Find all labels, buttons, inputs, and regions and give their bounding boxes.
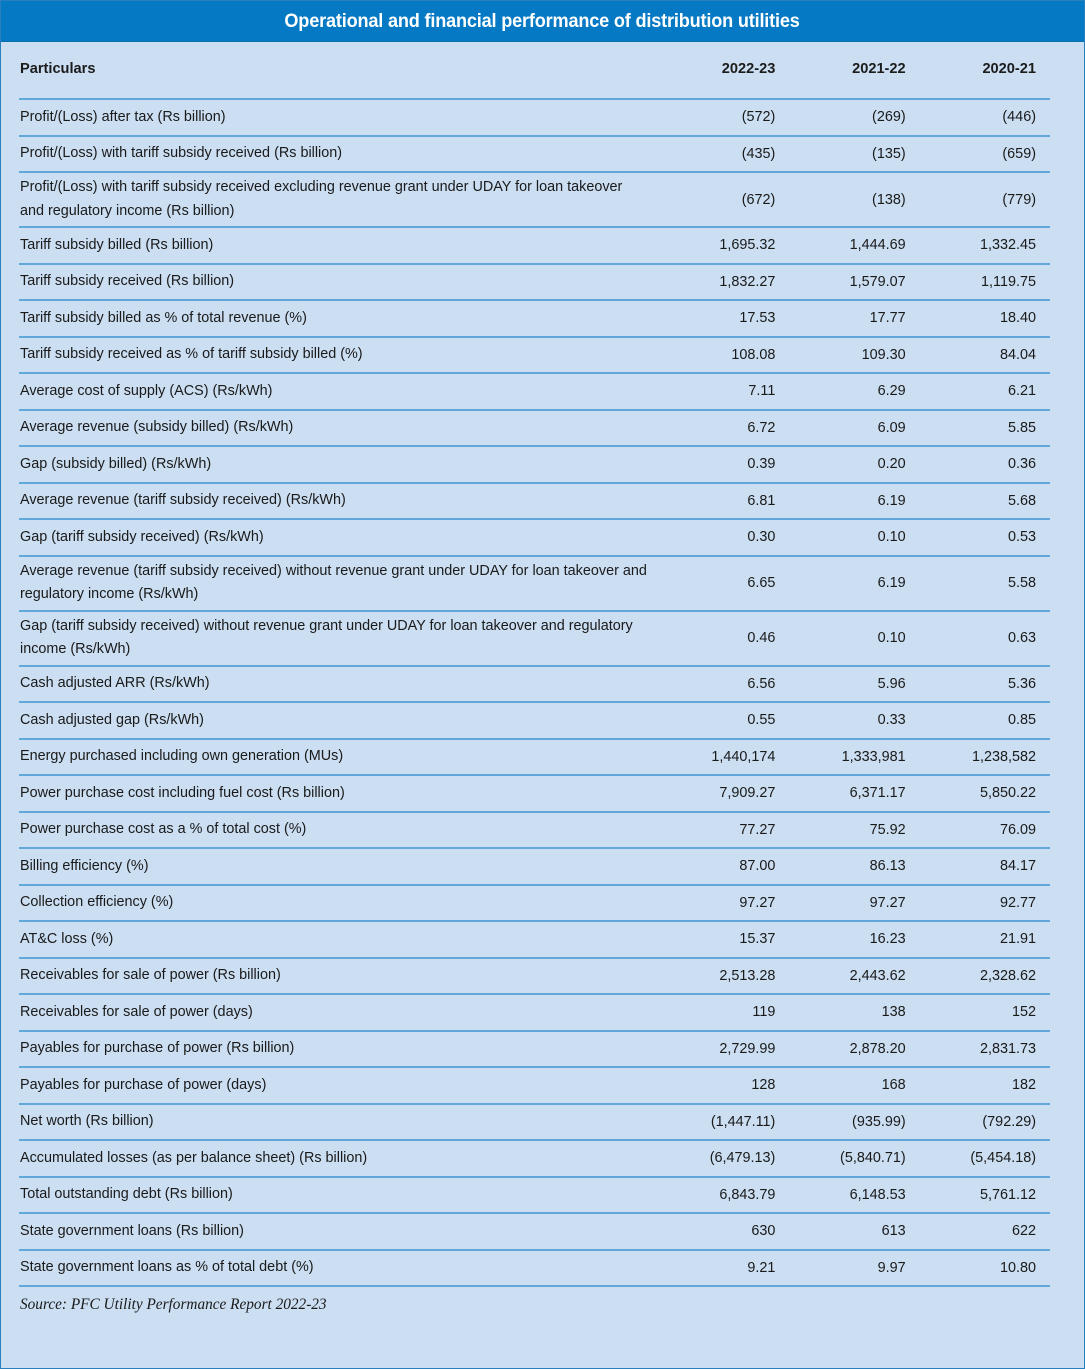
- row-value-2022-23: 87.00: [659, 848, 789, 885]
- row-value-2021-22: 0.20: [789, 446, 919, 483]
- row-label: Tariff subsidy received as % of tariff subsidy billed (%): [19, 337, 659, 374]
- row-label: Profit/(Loss) after tax (Rs billion): [19, 99, 659, 136]
- row-label: Tariff subsidy received (Rs billion): [19, 264, 659, 301]
- row-value-2022-23: 6.65: [659, 556, 789, 611]
- row-label: Net worth (Rs billion): [19, 1104, 659, 1141]
- row-value-2022-23: 17.53: [659, 300, 789, 337]
- row-value-2021-22: 16.23: [789, 921, 919, 958]
- row-value-2021-22: 613: [789, 1213, 919, 1250]
- row-value-2021-22: 1,444.69: [789, 227, 919, 264]
- row-label: Payables for purchase of power (Rs billion): [19, 1031, 659, 1068]
- row-value-2020-21: 0.85: [920, 702, 1050, 739]
- row-value-2020-21: 5,850.22: [920, 775, 1050, 812]
- row-value-2020-21: 92.77: [920, 885, 1050, 922]
- row-value-2021-22: 138: [789, 994, 919, 1031]
- row-value-2020-21: 0.36: [920, 446, 1050, 483]
- row-value-2020-21: (446): [920, 99, 1050, 136]
- row-label: State government loans as % of total debt (%): [19, 1250, 659, 1287]
- row-value-2022-23: 0.30: [659, 519, 789, 556]
- row-value-2022-23: 6,843.79: [659, 1177, 789, 1214]
- table-row: [19, 775, 1050, 812]
- row-label: Gap (tariff subsidy received) (Rs/kWh): [19, 519, 659, 556]
- row-value-2021-22: (5,840.71): [789, 1140, 919, 1177]
- source-note: Source: PFC Utility Performance Report 2022-23: [20, 1296, 327, 1313]
- table-row: [19, 172, 1050, 227]
- row-label: Profit/(Loss) with tariff subsidy received excluding revenue grant under UDAY for loan takeover and regulatory income (Rs billion): [19, 172, 659, 227]
- row-value-2021-22: 0.10: [789, 519, 919, 556]
- row-value-2021-22: 0.10: [789, 611, 919, 666]
- row-value-2022-23: 2,729.99: [659, 1031, 789, 1068]
- column-header-2021-22: 2021-22: [789, 42, 919, 99]
- row-label: Average cost of supply (ACS) (Rs/kWh): [19, 373, 659, 410]
- row-value-2022-23: (572): [659, 99, 789, 136]
- row-value-2020-21: 0.53: [920, 519, 1050, 556]
- table-row: [19, 99, 1050, 136]
- row-label: Collection efficiency (%): [19, 885, 659, 922]
- table-row: [19, 812, 1050, 849]
- table-row: [19, 702, 1050, 739]
- row-value-2021-22: 6.09: [789, 410, 919, 447]
- row-label: Average revenue (tariff subsidy received) (Rs/kWh): [19, 483, 659, 520]
- row-label: Receivables for sale of power (Rs billion): [19, 958, 659, 995]
- table-row: [19, 611, 1050, 666]
- row-value-2021-22: (935.99): [789, 1104, 919, 1141]
- row-value-2021-22: 97.27: [789, 885, 919, 922]
- row-label: Power purchase cost including fuel cost (Rs billion): [19, 775, 659, 812]
- row-value-2022-23: 6.81: [659, 483, 789, 520]
- table-row: [19, 373, 1050, 410]
- table-row: [19, 739, 1050, 776]
- row-value-2021-22: (269): [789, 99, 919, 136]
- row-value-2022-23: 9.21: [659, 1250, 789, 1287]
- row-value-2022-23: 1,695.32: [659, 227, 789, 264]
- row-value-2020-21: 5.85: [920, 410, 1050, 447]
- row-value-2020-21: 152: [920, 994, 1050, 1031]
- row-label: Average revenue (subsidy billed) (Rs/kWh): [19, 410, 659, 447]
- table-row: [19, 1031, 1050, 1068]
- row-value-2020-21: (779): [920, 172, 1050, 227]
- row-label: State government loans (Rs billion): [19, 1213, 659, 1250]
- table-row: [19, 136, 1050, 173]
- row-value-2020-21: 622: [920, 1213, 1050, 1250]
- row-value-2022-23: (1,447.11): [659, 1104, 789, 1141]
- row-label: Gap (tariff subsidy received) without revenue grant under UDAY for loan takeover and regulatory income (Rs/kWh): [19, 611, 659, 666]
- row-label: Total outstanding debt (Rs billion): [19, 1177, 659, 1214]
- table-header-row: [19, 42, 1050, 99]
- table-row: [19, 264, 1050, 301]
- column-header-2022-23: 2022-23: [659, 42, 789, 99]
- row-value-2021-22: (138): [789, 172, 919, 227]
- row-value-2021-22: 6.29: [789, 373, 919, 410]
- row-value-2022-23: (6,479.13): [659, 1140, 789, 1177]
- table-body: [19, 99, 1050, 1286]
- row-label: Cash adjusted ARR (Rs/kWh): [19, 666, 659, 703]
- table-row: [19, 483, 1050, 520]
- row-label: Energy purchased including own generation (MUs): [19, 739, 659, 776]
- row-value-2022-23: 128: [659, 1067, 789, 1104]
- row-value-2021-22: 109.30: [789, 337, 919, 374]
- row-label: Tariff subsidy billed as % of total revenue (%): [19, 300, 659, 337]
- table-row: [19, 227, 1050, 264]
- row-value-2022-23: 1,440,174: [659, 739, 789, 776]
- row-value-2021-22: 1,579.07: [789, 264, 919, 301]
- row-value-2020-21: 6.21: [920, 373, 1050, 410]
- row-value-2021-22: 168: [789, 1067, 919, 1104]
- row-value-2020-21: 10.80: [920, 1250, 1050, 1287]
- table-header: [19, 42, 1050, 99]
- row-label: Gap (subsidy billed) (Rs/kWh): [19, 446, 659, 483]
- table-row: [19, 1177, 1050, 1214]
- row-value-2022-23: 6.56: [659, 666, 789, 703]
- figure-title-band: [1, 1, 1084, 42]
- row-value-2021-22: 2,878.20: [789, 1031, 919, 1068]
- row-value-2020-21: 21.91: [920, 921, 1050, 958]
- row-label: Billing efficiency (%): [19, 848, 659, 885]
- table-row: [19, 666, 1050, 703]
- row-value-2022-23: 77.27: [659, 812, 789, 849]
- table-row: [19, 885, 1050, 922]
- table-row: [19, 958, 1050, 995]
- row-value-2021-22: 75.92: [789, 812, 919, 849]
- row-value-2022-23: 2,513.28: [659, 958, 789, 995]
- row-value-2022-23: 0.55: [659, 702, 789, 739]
- row-label: Average revenue (tariff subsidy received) without revenue grant under UDAY for loan takeover and regulatory income (Rs/kWh): [19, 556, 659, 611]
- table-row: [19, 519, 1050, 556]
- row-value-2021-22: 86.13: [789, 848, 919, 885]
- row-value-2022-23: 7.11: [659, 373, 789, 410]
- row-value-2020-21: 2,831.73: [920, 1031, 1050, 1068]
- row-label: Accumulated losses (as per balance sheet) (Rs billion): [19, 1140, 659, 1177]
- row-label: Power purchase cost as a % of total cost (%): [19, 812, 659, 849]
- row-value-2021-22: 5.96: [789, 666, 919, 703]
- table-row: [19, 848, 1050, 885]
- row-label: Payables for purchase of power (days): [19, 1067, 659, 1104]
- table-row: [19, 1067, 1050, 1104]
- table-row: [19, 1213, 1050, 1250]
- row-value-2021-22: 6,148.53: [789, 1177, 919, 1214]
- table-row: [19, 1140, 1050, 1177]
- row-value-2020-21: 1,332.45: [920, 227, 1050, 264]
- table-row: [19, 337, 1050, 374]
- row-value-2021-22: (135): [789, 136, 919, 173]
- row-value-2022-23: 15.37: [659, 921, 789, 958]
- row-value-2020-21: 0.63: [920, 611, 1050, 666]
- row-value-2021-22: 9.97: [789, 1250, 919, 1287]
- row-value-2020-21: 2,328.62: [920, 958, 1050, 995]
- column-header-particulars: Particulars: [19, 42, 659, 99]
- row-value-2022-23: 630: [659, 1213, 789, 1250]
- row-value-2020-21: 76.09: [920, 812, 1050, 849]
- row-value-2021-22: 0.33: [789, 702, 919, 739]
- row-value-2020-21: 5.68: [920, 483, 1050, 520]
- table-row: [19, 446, 1050, 483]
- row-label: Receivables for sale of power (days): [19, 994, 659, 1031]
- column-header-2020-21: 2020-21: [920, 42, 1050, 99]
- row-value-2021-22: 6.19: [789, 556, 919, 611]
- row-label: Profit/(Loss) with tariff subsidy received (Rs billion): [19, 136, 659, 173]
- row-value-2020-21: 1,119.75: [920, 264, 1050, 301]
- row-value-2020-21: 5,761.12: [920, 1177, 1050, 1214]
- table-row: [19, 994, 1050, 1031]
- row-value-2021-22: 17.77: [789, 300, 919, 337]
- row-label: Tariff subsidy billed (Rs billion): [19, 227, 659, 264]
- row-value-2022-23: 7,909.27: [659, 775, 789, 812]
- row-value-2021-22: 6.19: [789, 483, 919, 520]
- table-row: [19, 410, 1050, 447]
- row-value-2022-23: 97.27: [659, 885, 789, 922]
- row-value-2022-23: 1,832.27: [659, 264, 789, 301]
- row-value-2020-21: (659): [920, 136, 1050, 173]
- row-value-2022-23: 119: [659, 994, 789, 1031]
- table-row: [19, 921, 1050, 958]
- row-value-2020-21: (792.29): [920, 1104, 1050, 1141]
- row-value-2021-22: 1,333,981: [789, 739, 919, 776]
- row-value-2020-21: 182: [920, 1067, 1050, 1104]
- row-label: AT&C loss (%): [19, 921, 659, 958]
- row-value-2022-23: 6.72: [659, 410, 789, 447]
- row-value-2022-23: (672): [659, 172, 789, 227]
- table-container: [1, 42, 1084, 1368]
- row-value-2022-23: 0.39: [659, 446, 789, 483]
- row-label: Cash adjusted gap (Rs/kWh): [19, 702, 659, 739]
- table-row: [19, 1250, 1050, 1287]
- row-value-2020-21: 5.58: [920, 556, 1050, 611]
- row-value-2020-21: 84.04: [920, 337, 1050, 374]
- page-title: Operational and financial performance of distribution utilities: [284, 9, 801, 32]
- row-value-2020-21: (5,454.18): [920, 1140, 1050, 1177]
- table-row: [19, 1104, 1050, 1141]
- row-value-2020-21: 1,238,582: [920, 739, 1050, 776]
- row-value-2022-23: (435): [659, 136, 789, 173]
- row-value-2020-21: 84.17: [920, 848, 1050, 885]
- row-value-2021-22: 6,371.17: [789, 775, 919, 812]
- row-value-2022-23: 0.46: [659, 611, 789, 666]
- row-value-2021-22: 2,443.62: [789, 958, 919, 995]
- row-value-2020-21: 18.40: [920, 300, 1050, 337]
- performance-table: [19, 42, 1050, 1287]
- row-value-2022-23: 108.08: [659, 337, 789, 374]
- row-value-2020-21: 5.36: [920, 666, 1050, 703]
- table-row: [19, 300, 1050, 337]
- table-row: [19, 556, 1050, 611]
